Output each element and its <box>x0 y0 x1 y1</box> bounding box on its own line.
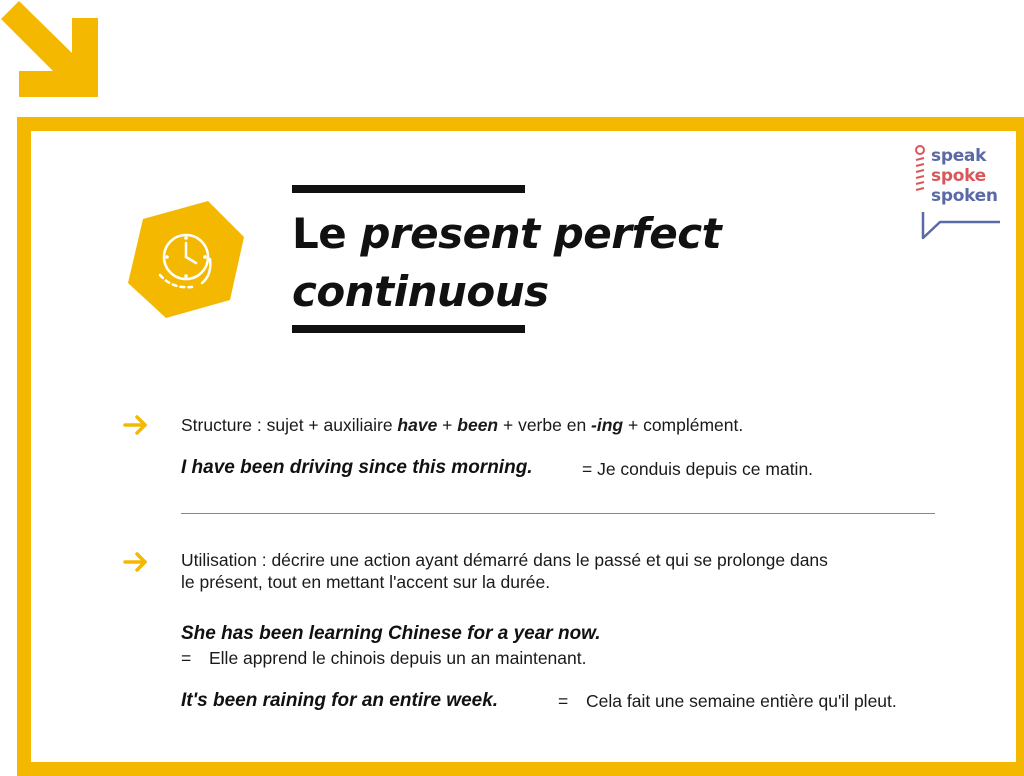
example-3-translation: Cela fait une semaine entière qu'il pleut. <box>586 691 897 711</box>
example-1-english: I have been driving since this morning. <box>181 457 533 478</box>
arrow-right-icon <box>121 551 151 573</box>
example-2-equals: = <box>181 648 192 668</box>
arrow-right-icon <box>121 414 151 436</box>
arrow-down-right-icon <box>0 0 110 110</box>
title-part-regular: Le <box>292 209 361 258</box>
example-1-translation: = Je conduis depuis ce matin. <box>582 459 814 479</box>
title-part-italic: present perfect <box>360 209 722 258</box>
usage-line-1: Utilisation : décrire une action ayant démarré dans le passé et qui se prolonge dans <box>181 550 828 570</box>
logo-word-spoke: spoke <box>931 166 986 186</box>
example-3-english: It's been raining for an entire week. <box>181 690 499 711</box>
title-part-italic-2: continuous <box>292 267 549 316</box>
logo-word-spoken: spoken <box>931 186 998 206</box>
speak-spoke-spoken-logo <box>910 142 1010 242</box>
title-bottom-rule <box>292 325 525 333</box>
logo-word-speak: speak <box>931 146 987 166</box>
example-3-equals: = <box>558 691 569 711</box>
page-title <box>292 205 812 321</box>
usage-line-2: le présent, tout en mettant l'accent sur la durée. <box>181 572 551 592</box>
example-2-english: She has been learning Chinese for a year now. <box>181 623 601 644</box>
section-divider <box>181 513 935 514</box>
clock-icon <box>126 197 246 322</box>
example-2-translation: Elle apprend le chinois depuis un an maintenant. <box>209 648 587 668</box>
title-top-rule <box>292 185 525 193</box>
structure-line: Structure : sujet + auxiliaire have + been + verbe en -ing + complément. <box>181 415 744 435</box>
